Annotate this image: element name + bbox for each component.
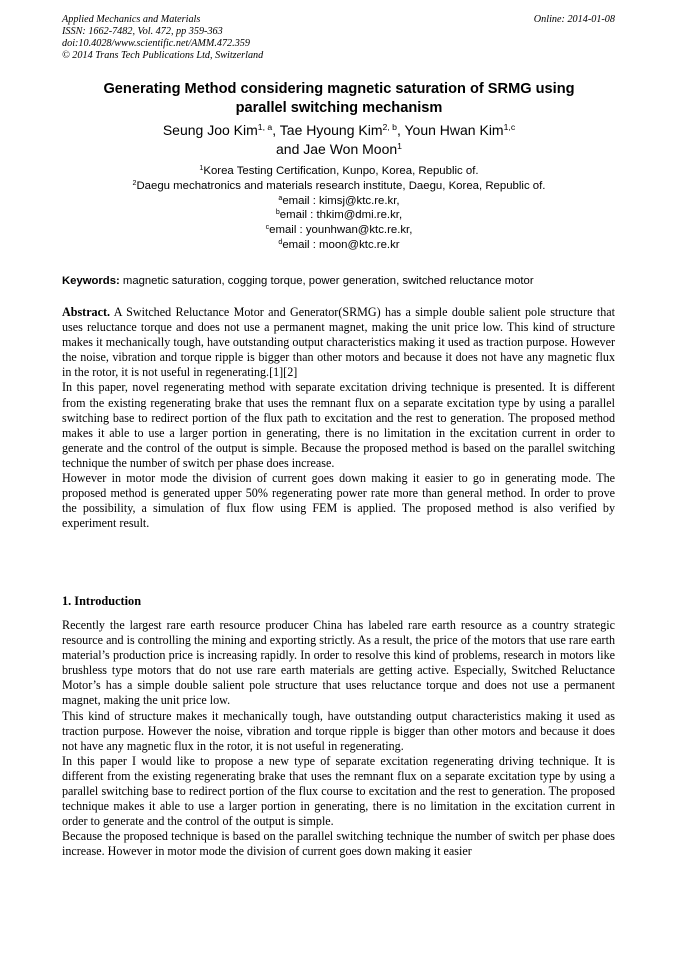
email-item xyxy=(62,208,616,223)
author-name: and Jae Won Moon xyxy=(276,141,398,157)
introduction-section xyxy=(62,618,615,860)
author-affiliation-mark: 1,c xyxy=(503,121,516,132)
keywords-text: magnetic saturation, cogging torque, power generation, switched reluctance motor xyxy=(119,275,534,287)
affiliation-item xyxy=(62,179,616,194)
journal-name: Applied Mechanics and Materials xyxy=(62,14,201,25)
email-mark: a xyxy=(278,194,283,202)
authors-line-1 xyxy=(62,121,616,140)
title-line-1: Generating Method considering magnetic saturation of SRMG using xyxy=(103,81,575,97)
intro-paragraph: In this paper I would like to propose a new type of separate excitation regenerating driving technique. It is different from the existing regenerating brake that uses the remnant flux on a separate excitation type by using a parallel switching base to redirect portion of the flux course to excitation and the rest to generation. The proposed technique makes it able to use a larger portion in generating, there is no limitation in the excitation current in order to generate and the control of the output is simple. xyxy=(62,753,615,829)
authors-line-2 xyxy=(62,140,616,159)
affiliation-item xyxy=(62,164,616,179)
affiliation-mark: 2 xyxy=(132,179,137,187)
author-separator: , xyxy=(396,122,405,138)
author-affiliation-mark: 2, b xyxy=(382,121,397,132)
paper-title xyxy=(62,80,616,118)
affiliation-text: Daegu mechatronics and materials research institute, Daegu, Korea, Republic of. xyxy=(136,179,546,192)
section-heading-introduction: 1. Introduction xyxy=(62,594,142,608)
abstract-paragraph: However in motor mode the division of current goes down making it easier to go in generating mode. The proposed method is generated upper 50% regenerating power rate more than general method. In order to prove the possibility, a simulation of flux flow using FEM is applied. The proposed method is also verified by experiment result. xyxy=(62,471,615,531)
email-item xyxy=(62,223,616,238)
email-mark: d xyxy=(278,238,283,246)
abstract-section xyxy=(62,305,615,531)
author-list xyxy=(62,121,616,159)
issn-line: ISSN: 1662-7482, Vol. 472, pp 359-363 xyxy=(62,26,223,37)
intro-paragraph: Because the proposed technique is based on the parallel switching technique the number of switch per phase does increase. However in motor mode the division of current goes down making it easier xyxy=(62,829,615,859)
author-name: Youn Hwan Kim xyxy=(404,122,504,138)
email-text: email : thkim@dmi.re.kr, xyxy=(279,209,403,222)
affiliation-text: Korea Testing Certification, Kunpo, Korea, Republic of. xyxy=(203,165,479,177)
author-name: Tae Hyoung Kim xyxy=(279,122,383,138)
intro-paragraph: Recently the largest rare earth resource producer China has labeled rare earth resource as a country strategic resource and is controlling the mining and exporting strictly. As a result, the price of the motors that use rare earth material’s production price is increasing rapidly. In order to resolve this kind of problems, research in motors like brushless type motors that do not use rare earth materials are getting active. Especially, Switched Reluctance Motor’s has a simple double salient pole structure that uses reluctance torque and does not use a permanent magnet, making the unit price low. xyxy=(62,618,615,708)
email-item xyxy=(62,194,616,209)
abstract-paragraph xyxy=(62,305,615,380)
author-affiliation-mark: 1 xyxy=(397,140,402,151)
affiliation-mark: 1 xyxy=(199,164,204,172)
abstract-paragraph: In this paper, novel regenerating method with separate excitation driving technique is presented. It is different from the existing regenerating brake that uses the remnant flux on a separate excitation type by using a parallel switching base to redirect portion of the flux path to excitation and the rest to generation. The proposed method makes it able to use a larger portion in generating, there is no limitation in the excitation current in order to generate and the control of the output is simple. Because the proposed method is based on the parallel switching technique the number of switch per phase does increase. xyxy=(62,380,615,470)
email-mark: b xyxy=(275,209,280,217)
email-text: email : moon@ktc.re.kr xyxy=(282,238,400,251)
title-line-2: parallel switching mechanism xyxy=(235,100,443,116)
online-date: Online: 2014-01-08 xyxy=(533,14,615,25)
copyright-line: © 2014 Trans Tech Publications Ltd, Switzerland xyxy=(62,50,264,61)
abstract-text: A Switched Reluctance Motor and Generator(SRMG) has a simple double salient pole structure that uses reluctance torque and does not use a permanent magnet, making the unit price low. This kind of structure makes it mechanically tough, have outstanding output characteristics making it used as traction purpose. However the noise, vibration and torque ripple is bigger than other motors and because it does not have any magnetic flux in the rotor, it is not useful in regenerating.[1][2] xyxy=(62,305,615,380)
author-separator: , xyxy=(272,122,280,138)
doi-line: doi:10.4028/www.scientific.net/AMM.472.359 xyxy=(62,38,250,49)
intro-paragraph: This kind of structure makes it mechanically tough, have outstanding output characteristics making it used as traction purpose. However the noise, vibration and torque ripple is bigger than other motors and because it does not have any magnetic flux in the rotor, it is not useful in regenerating. xyxy=(62,708,615,753)
affiliations xyxy=(62,164,616,253)
email-mark: c xyxy=(265,223,270,231)
email-item xyxy=(62,238,616,253)
abstract-label: Abstract. xyxy=(62,305,111,319)
keywords xyxy=(62,274,622,288)
email-text: email : kimsj@ktc.re.kr, xyxy=(282,194,400,207)
author-affiliation-mark: 1, a xyxy=(257,121,273,132)
journal-header xyxy=(62,14,263,62)
email-text: email : younhwan@ktc.re.kr, xyxy=(269,224,413,237)
author-name: Seung Joo Kim xyxy=(162,122,258,138)
keywords-label: Keywords: xyxy=(62,275,120,287)
